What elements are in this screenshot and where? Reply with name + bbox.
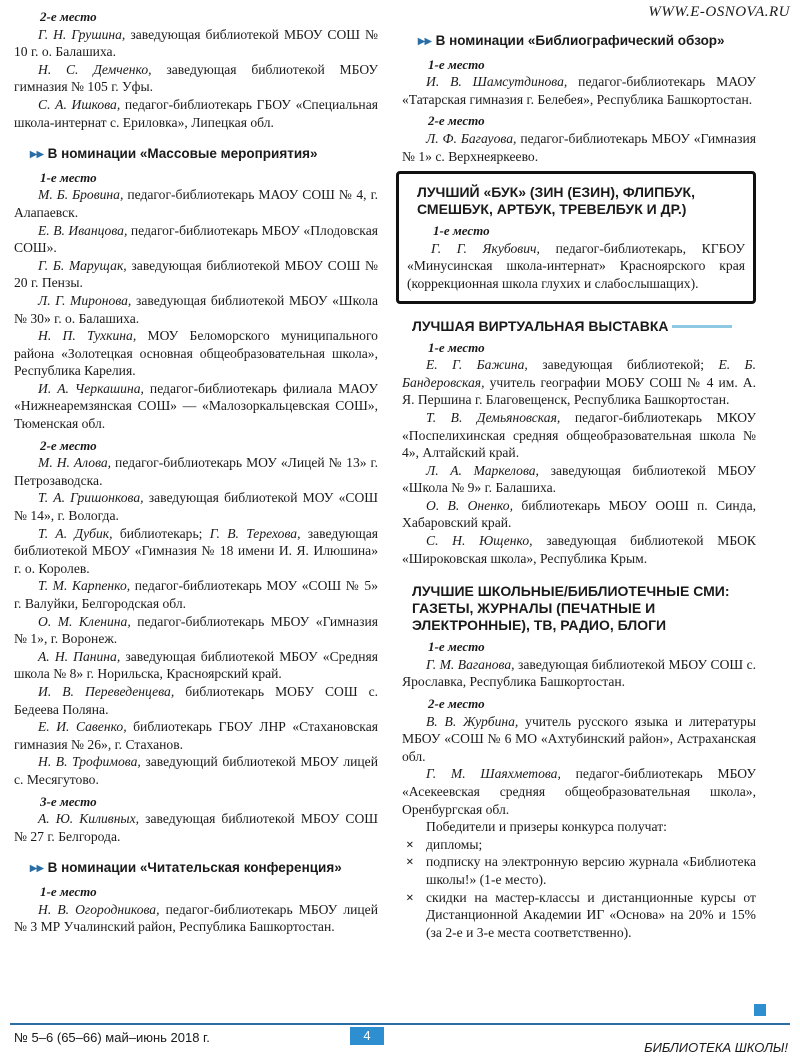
award-entry — [14, 810, 378, 845]
place-label: 1-е место — [40, 169, 97, 185]
winner-details: заведующая библиотекой МБОУ «Школа № 30» г. о. Балашиха. — [14, 292, 378, 326]
double-arrow-icon: ▸▸ — [30, 860, 44, 876]
winner-details: педагог-библиотекарь МОУ «Лицей № 13» г. Петрозаводска. — [14, 455, 378, 488]
entry-list — [14, 186, 378, 432]
winner-name: Г. Б. Марущак, — [38, 257, 127, 273]
award-entry — [407, 240, 745, 293]
category-title — [412, 318, 756, 335]
award-entry — [14, 613, 378, 648]
entry-list — [402, 713, 756, 819]
winner-name: А. Ю. Киливных, — [38, 811, 140, 827]
award-entry — [14, 577, 378, 612]
winner-details: заведующая библиотекой МБОК «Широковская школа», Республика Крым. — [402, 533, 756, 566]
winner-name: Л. Ф. Багауова, — [426, 130, 517, 146]
award-entry — [14, 96, 378, 131]
place-label: 2-е место — [40, 9, 97, 24]
winner-details: педагог-библиотекарь МАОУ «Татарская гимназия г. Белебея», Республика Башкортостан. — [402, 74, 757, 107]
winner-details: заведующая библиотекой МБОУ «Гимназия № 18 имени И. Я. Илюшина» г. о. Королев. — [14, 525, 379, 576]
winner-details: библиотекарь МОБУ СОШ с. Бедеева Поляна. — [14, 683, 379, 717]
award-entry — [14, 26, 378, 61]
place-label: 1-е место — [433, 223, 490, 239]
winner-details: педагог-библиотекарь МБОУ «Гимназия № 1», г. Воронеж. — [14, 613, 378, 647]
prize-item — [402, 889, 756, 942]
right-column — [402, 8, 756, 941]
winner-details: учитель русского языка и литературы МБОУ «СОШ № 6 МО «Ахтубинский район», Астраханская обл. — [402, 713, 756, 764]
place-label: 2-е место — [428, 113, 485, 129]
site-url: WWW.E-OSNOVA.RU — [648, 4, 790, 20]
winner-name: И. А. Черкашина, — [38, 380, 144, 396]
winner-name: Г. В. Терехова, — [209, 525, 301, 541]
award-entry — [14, 454, 378, 489]
prize-item — [402, 836, 756, 854]
award-entry — [402, 130, 756, 165]
winner-details: педагог-библиотекарь МАОУ СОШ № 4, г. Алапаевск. — [14, 187, 379, 220]
winner-name: Е. Г. Бажина, — [426, 357, 528, 373]
winner-details: заведующая библиотекой МБОУ «Школа № 9» г. Балашиха. — [402, 462, 757, 496]
award-entry — [14, 901, 378, 936]
cross-bullet-icon: × — [406, 889, 414, 905]
award-entry — [14, 257, 378, 292]
prize-item — [402, 853, 756, 888]
award-entry — [402, 713, 756, 766]
winner-details: педагог-библиотекарь МКОУ «Поспелихинская средняя общеобразовательная школа № 4», Алтайский край. — [402, 409, 756, 461]
award-entry — [14, 648, 378, 683]
winner-details: заведующая библиотекой МБОУ гимназия № 105 г. Уфы. — [14, 61, 379, 95]
winner-name: Г. Г. Якубович, — [431, 240, 540, 256]
entry-list — [14, 454, 378, 788]
winner-details: учитель географии МОБУ СОШ № 4 им. А. Я. Першина г. Благовещенск, Республика Башкортостан. — [402, 374, 756, 408]
winner-name: Л. Г. Миронова, — [38, 292, 132, 308]
nomination-heading — [30, 145, 378, 163]
footer-rule — [10, 1023, 790, 1025]
nomination-title: В номинации «Библиографический обзор» — [435, 33, 725, 48]
best-book-box — [396, 171, 756, 303]
category-title: ЛУЧШИЙ «БУК» (ЗИН (ЕЗИН), ФЛИПБУК, СМЕШБУК, АРТБУК, ТРЕВЕЛБУК И ДР.) — [417, 184, 695, 218]
accent-line — [672, 325, 732, 328]
winner-details: заведующая библиотекой МБОУ «Средняя школа № 8» г. Норильска, Красноярский край. — [14, 648, 379, 682]
winner-name: Е. Б. Бандеровская, — [402, 357, 756, 390]
winner-details: заведующая библиотекой МБОУ СОШ № 20 г. Пензы. — [14, 257, 378, 291]
winner-name: И. В. Шамсутдинова, — [426, 74, 568, 90]
place-label: 1-е место — [428, 639, 485, 655]
winner-name: В. В. Журбина, — [426, 713, 519, 729]
winner-details: библиотекарь МБОУ ООШ п. Синда, Хабаровский край. — [402, 497, 756, 531]
entry-list — [14, 901, 378, 936]
winner-name: Н. С. Демченко, — [38, 61, 152, 77]
issue-info: № 5–6 (65–66) май–июнь 2018 г. — [14, 1030, 210, 1045]
award-entry — [14, 718, 378, 753]
winner-name: Е. И. Савенко, — [38, 719, 127, 735]
award-entry — [14, 292, 378, 327]
double-arrow-icon: ▸▸ — [418, 33, 432, 48]
award-entry — [402, 409, 756, 462]
winner-details: заведующая библиотекой МБОУ СОШ № 10 г. о. Балашиха. — [14, 26, 378, 60]
winner-details: педагог-библиотекарь МБОУ «Плодовская СОШ». — [14, 222, 378, 256]
award-entry — [14, 380, 378, 433]
winner-name: Н. В. Трофимова, — [38, 754, 141, 770]
award-entry — [14, 753, 378, 788]
award-entry — [402, 462, 756, 497]
winner-name: М. Н. Алова, — [38, 455, 112, 471]
award-entry — [14, 489, 378, 524]
award-entry — [14, 222, 378, 257]
winner-name: Т. А. Гришонкова, — [38, 490, 144, 506]
winner-name: С. А. Ишкова, — [38, 96, 121, 112]
winner-name: Г. Н. Грушина, — [38, 26, 126, 42]
double-arrow-icon: ▸▸ — [30, 146, 44, 162]
cross-bullet-icon: × — [406, 836, 414, 852]
entry-list — [402, 356, 756, 567]
winner-name: М. Б. Бровина, — [38, 187, 124, 203]
entry-list — [402, 73, 756, 108]
winner-name: И. В. Переведенцева, — [38, 683, 175, 699]
cross-bullet-icon: × — [406, 854, 414, 870]
place-label: 1-е место — [40, 883, 97, 899]
award-entry — [402, 497, 756, 532]
winner-name: Г. М. Шаяхметова, — [426, 766, 561, 782]
winner-name: Е. В. Иванцова, — [38, 222, 128, 238]
category-title: ЛУЧШИЕ ШКОЛЬНЫЕ/БИБЛИОТЕЧНЫЕ СМИ: ГАЗЕТЫ, ЖУРНАЛЫ (ПЕЧАТНЫЕ И ЭЛЕКТРОННЫЕ), ТВ, РАДИО, БЛОГИ — [412, 583, 730, 634]
winner-details: педагог-библиотекарь МОУ «СОШ № 5» г. Валуйки, Белгородская обл. — [14, 578, 378, 611]
winner-name: Т. В. Демьяновская, — [426, 409, 561, 425]
place-label: 1-е место — [428, 56, 485, 72]
entry-list — [407, 240, 745, 293]
decorative-square — [754, 1004, 766, 1016]
nomination-title: В номинации «Читательская конференция» — [47, 860, 342, 876]
winner-details: педагог-библиотекарь, КГБОУ «Минусинская школа-интернат» Красноярского края (коррекционная школа глухих и слабослышащих). — [407, 240, 745, 291]
winner-name: Т. М. Карпенко, — [38, 578, 131, 594]
winner-details: педагог-библиотекарь МБОУ «Гимназия № 1» с. Верхнеяркеево. — [402, 130, 756, 164]
left-column — [14, 8, 378, 936]
winner-details: педагог-библиотекарь МБОУ лицей № 3 МР Учалинский район, Республика Башкортостан. — [14, 901, 378, 935]
entry-list — [14, 26, 378, 132]
winner-details: заведующая библиотекой МБОУ СОШ № 27 г. Белгорода. — [14, 811, 378, 844]
award-entry — [14, 525, 378, 578]
page-number: 4 — [350, 1027, 384, 1045]
place-label: 1-е место — [428, 339, 485, 355]
winner-name: С. Н. Ющенко, — [426, 533, 533, 549]
winner-name: О. В. Оненко, — [426, 497, 513, 513]
winner-name: Н. П. Тухкина, — [38, 328, 137, 344]
prizes-list — [402, 836, 756, 942]
winner-name: Г. М. Ваганова, — [426, 656, 515, 672]
award-entry — [14, 186, 378, 221]
entry-list — [14, 810, 378, 845]
magazine-title: БИБЛИОТЕКА ШКОЛЫ! — [644, 1040, 788, 1055]
award-entry — [402, 532, 756, 567]
place-label: 2-е место — [428, 696, 485, 712]
winner-details: МОУ Беломорского муниципального района «Золотецкая основная общеобразовательная школа», Республика Карелия. — [14, 328, 378, 379]
prize-text: подписку на электронную версию журнала «Библиотека школы!» (1-е место). — [426, 854, 756, 887]
entry-list — [402, 656, 756, 691]
award-entry — [14, 327, 378, 380]
winner-name: Н. В. Огородникова, — [38, 901, 160, 917]
award-entry — [402, 765, 756, 818]
award-entry — [14, 61, 378, 96]
award-entry — [402, 356, 756, 409]
winner-details: педагог-библиотекарь МБОУ «Асекеевская средняя общеобразовательная школа», Оренбургская обл. — [402, 766, 756, 817]
nomination-title: В номинации «Массовые мероприятия» — [47, 146, 318, 162]
winner-details: педагог-библиотекарь филиала МАОУ «Нижнеаремзянская СОШ» — «Малозоркальцевская СОШ», Тюменская обл. — [14, 380, 378, 432]
winner-details: библиотекарь; — [112, 525, 210, 541]
winner-details: заведующая библиотекой; — [527, 357, 719, 373]
winner-name: А. Н. Панина, — [38, 648, 121, 664]
prizes-intro: Победители и призеры конкурса получат: — [426, 819, 667, 835]
winner-details: библиотекарь ГБОУ ЛНР «Стахановская гимназия № 26», г. Стаханов. — [14, 719, 378, 752]
award-entry — [402, 73, 756, 108]
award-entry — [402, 656, 756, 691]
entry-list — [402, 130, 756, 165]
nomination-heading — [30, 859, 378, 877]
winner-details: заведующий библиотекой МБОУ лицей с. Месягутово. — [14, 754, 378, 787]
winner-details: заведующая библиотекой МБОУ СОШ с. Ярославка, Республика Башкортостан. — [402, 656, 756, 690]
prize-text: скидки на мастер-классы и дистанционные курсы от Дистанционной Академии ИГ «Основа» на 20% и 15% (за 2-е и 3-е места соответственно). — [426, 889, 756, 940]
nomination-heading — [418, 32, 756, 50]
place-label: 3-е место — [40, 793, 97, 809]
prize-text: дипломы; — [426, 836, 483, 852]
winner-name: О. М. Кленина, — [38, 613, 131, 629]
place-label: 2-е место — [40, 437, 97, 453]
winner-details: педагог-библиотекарь ГБОУ «Специальная школа-интернат с. Ериловка», Липецкая обл. — [14, 96, 378, 130]
category-title-text: ЛУЧШАЯ ВИРТУАЛЬНАЯ ВЫСТАВКА — [412, 317, 669, 334]
winner-details: заведующая библиотекой МОУ «СОШ № 14», г. Вологда. — [14, 490, 378, 524]
winner-name: Л. А. Маркелова, — [426, 462, 539, 478]
winner-name: Т. А. Дубик, — [38, 525, 113, 541]
award-entry — [14, 683, 378, 718]
